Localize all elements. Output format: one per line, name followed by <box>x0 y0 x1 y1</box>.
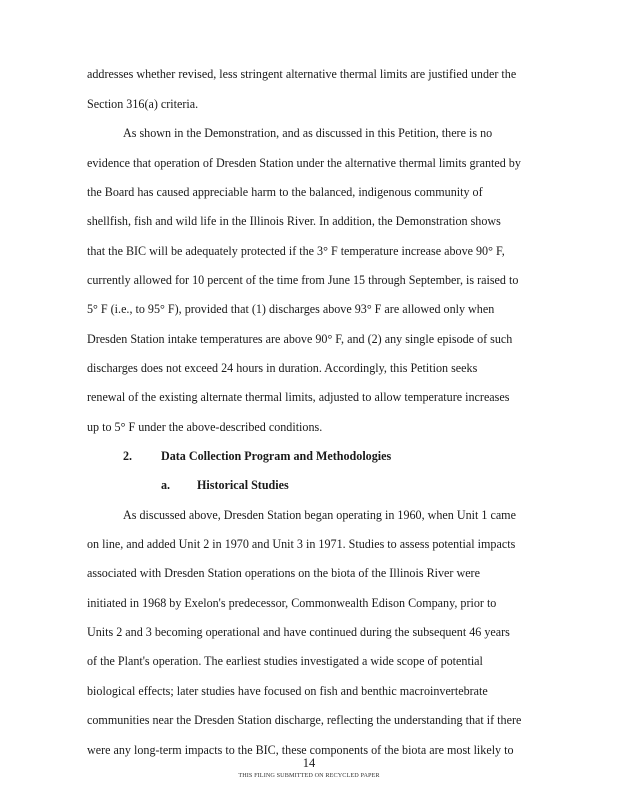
paragraph-line: the Board has caused appreciable harm to the balanced, indigenous community of <box>87 185 483 199</box>
paragraph-line: Section 316(a) criteria. <box>87 97 199 111</box>
paragraph-line: initiated in 1968 by Exelon's predecessor, Commonwealth Edison Company, prior to <box>87 596 497 610</box>
section-number: 2. <box>123 449 133 463</box>
paragraph-line: communities near the Dresden Station discharge, reflecting the understanding that if there <box>87 713 522 727</box>
paragraph-line: 5° F (i.e., to 95° F), provided that (1) discharges above 93° F are allowed only when <box>87 302 495 316</box>
paragraph-line: up to 5° F under the above-described conditions. <box>87 420 323 434</box>
paragraph-line: renewal of the existing alternate thermal limits, adjusted to allow temperature increases <box>87 390 510 404</box>
paragraph-line: addresses whether revised, less stringent alternative thermal limits are justified under the <box>87 67 517 81</box>
section-heading: Data Collection Program and Methodologies <box>161 449 392 463</box>
footer-note: THIS FILING SUBMITTED ON RECYCLED PAPER <box>238 772 380 779</box>
paragraph-line: Units 2 and 3 becoming operational and have continued during the subsequent 46 years <box>87 625 510 639</box>
subsection-letter: a. <box>161 478 171 492</box>
paragraph-line: were any long-term impacts to the BIC, these components of the biota are most likely to <box>87 743 514 757</box>
paragraph-line: As discussed above, Dresden Station began operating in 1960, when Unit 1 came <box>123 508 516 522</box>
paragraph-line: currently allowed for 10 percent of the time from June 15 through September, is raised to <box>87 273 519 287</box>
paragraph-line: associated with Dresden Station operations on the biota of the Illinois River were <box>87 566 480 580</box>
paragraph-line: shellfish, fish and wild life in the Illinois River. In addition, the Demonstration shows <box>87 214 501 228</box>
page-number: 14 <box>302 756 316 770</box>
subsection-heading: Historical Studies <box>197 478 289 492</box>
paragraph-line: Dresden Station intake temperatures are above 90° F, and (2) any single episode of such <box>87 332 513 346</box>
paragraph-line: discharges does not exceed 24 hours in duration. Accordingly, this Petition seeks <box>87 361 478 375</box>
paragraph-line: of the Plant's operation. The earliest studies investigated a wide scope of potential <box>87 654 483 668</box>
paragraph-line: on line, and added Unit 2 in 1970 and Unit 3 in 1971. Studies to assess potential impacts <box>87 537 516 551</box>
paragraph-line: As shown in the Demonstration, and as discussed in this Petition, there is no <box>123 126 493 140</box>
paragraph-line: that the BIC will be adequately protected if the 3° F temperature increase above 90° F, <box>87 244 505 258</box>
paragraph-line: biological effects; later studies have focused on fish and benthic macroinvertebrate <box>87 684 488 698</box>
paragraph-line: evidence that operation of Dresden Station under the alternative thermal limits granted by <box>87 156 521 170</box>
